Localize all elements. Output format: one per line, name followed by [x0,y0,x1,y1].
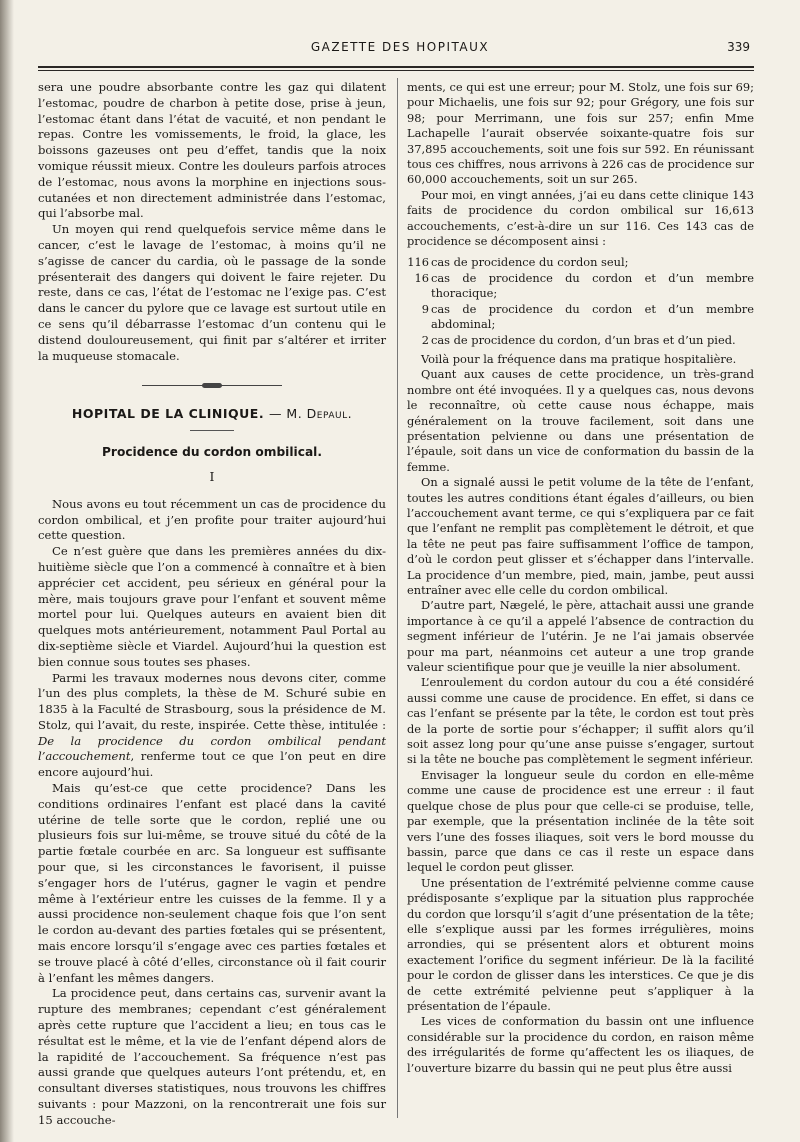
paragraph: Voilà pour la fréquence dans ma pratique hospitalière. [421,351,737,366]
paragraph: On a signalé aussi le petit volume de la tête de l’enfant, toutes les autres conditions étant égales d’ailleurs, ou bien l’accouchement avant terme, ce qui s’expliquera par ce fait que l’enfant ne remplit pas complètement le détroit, et que la tête ne peut pas faire suffisamment l’office de tampon, d’où le cordon peut glisser et s’échapper dans l’intervalle. La procidence d’un membre, pied, main, jambe, peut aussi entraîner avec elle celle du cordon ombilical. [407,475,754,597]
right-column [407,80,754,1076]
statistics-list [407,255,754,347]
page-number: 339 [727,40,750,54]
list-item [407,333,754,348]
paragraph: La procidence peut, dans certains cas, survenir avant la rupture des membranes; cependant c’est généralement après cette rupture que l’accident a lieu; en tous cas le résultat est le même, et la vie de l’enfant dépend alors de la rapidité de l’accouchement. Sa fréquence n’est pas aussi grande que quelques auteurs l’ont prétendu, et, en consultant diverses statistiques, nous trouvons les chiffres suivants : pour Mazzoni, on la rencontrerait une fois sur 15 accouche- [38,986,386,1127]
paragraph: Mais qu’est-ce que cette procidence? Dans les conditions ordinaires l’enfant est placé dans la cavité utérine de telle sorte que le cordon, replié une ou plusieurs fois sur lui-même, se trouve situé du côté de la partie fœtale courbée en arc. Sa longueur est suffisante pour que, si les circonstances le favorisent, il puisse s’engager hors de l’utérus, gagner le vagin et pendre même à l’extérieur entre les cuisses de la femme. Il y a aussi procidence non-seulement chaque fois que l’on sent le cordon au-devant des parties fœtales qui se présentent, mais encore lorsqu’il s’engage avec ces parties fœtales et se trouve placé à côté d’elles, circonstance où il fait courir à l’enfant les mêmes dangers. [38,781,386,985]
article-subtitle: Procidence du cordon ombilical. [102,445,322,460]
section-ornament-divider [142,382,282,390]
list-item [407,271,754,302]
paragraph [38,671,386,782]
paragraph: Un moyen qui rend quelquefois service même dans le cancer, c’est le lavage de l’estomac, à moins qu’il ne s’agisse de cancer du cardia, où le passage de la sonde présenterait des dangers qui doivent le faire rejeter. Du reste, dans ce cas, l’état de l’estomac ne l’exige pas. C’est dans le cancer du pylore que ce lavage est surtout utile en ce sens qu’il débarrasse l’estomac d’un contenu qui le distend douloureusement, qui finit par s’altérer et irriter la muqueuse stomacale. [38,222,386,363]
paragraph: D’autre part, Nægelé, le père, attachait aussi une grande importance à ce qu’il a appelé l’absence de contraction du segment inférieur de l’utérin. Je ne l’ai jamais observée pour ma part, néanmoins cet auteur a une trop grande valeur scientifique pour que je veuille la nier absolument. [407,598,754,675]
part-number: I [209,468,215,484]
list-item-count: 16 [414,270,429,285]
page-header [40,40,760,62]
page-edge-shadow [0,0,14,1142]
paragraph: Quant aux causes de cette procidence, un très-grand nombre ont été invoquées. Il y a quelques cas, nous devons le reconnaître, où cette cause nous échappe, mais généralement on la trouve facilement, soit dans une présentation pelvienne ou dans une présentation de l’épaule, soit dans un vice de conformation du bassin de la femme. [407,367,754,474]
paragraph: Ce n’est guère que dans les premières années du dix-huitième siècle que l’on a commencé à connaître et à bien apprécier cet accident, peu sérieux en général pour la mère, mais toujours grave pour l’enfant et souvent même mortel pour lui. Quelques auteurs en avaient bien dit quelques mots antérieurement, notamment Paul Portal au dix-septième siècle et Viardel. Aujourd’hui la question est bien connue sous toutes ses phases. [38,544,386,669]
column-divider [397,78,398,1118]
list-item [407,302,754,333]
paragraph: Une présentation de l’extrémité pelvienne comme cause prédisposante s’explique par la situation plus rapprochée du cordon que lorsqu’il s’agit d’une présentation de la tête; elle s’explique aussi par les formes irrégulières, moins arrondies, qui se présentent alors et obturent moins exactement l’orifice du segment inférieur. De là la facilité pour le cordon de glisser dans les interstices. Ce que je dis de cette extrémité pelvienne peut s’appliquer à la présentation de l’épaule. [407,875,754,1013]
thesis-title: De la procidence du cordon ombilical pendant l’accouchement [38,733,386,764]
list-item-count: 116 [407,255,429,270]
paragraph: Les vices de conformation du bassin ont une influence considérable sur la procidence du cordon, en raison même des irrégularités de forme qu’affectent les os iliaques, de l’ouverture bizarre du bassin qui ne peut plus être aussi [407,1014,754,1075]
section-title: HOPITAL DE LA CLINIQUE. [71,406,265,422]
text-run: , renferme tout ce que l’on peut en dire encore aujourd’hui. [38,749,386,780]
paragraph: Nous avons eu tout récemment un cas de procidence du cordon ombilical, et j’en profite pour traiter aujourd’hui cette question. [38,496,386,543]
paragraph: L’enroulement du cordon autour du cou a été considéré aussi comme une cause de procidence. En effet, si dans ce cas l’enfant se présente par la tête, le cordon est tout près de la porte de sortie pour s’échapper; il suffit alors qu’il soit assez long pour qu’une anse puisse s’engager, surtout si la tête ne bouche pas complètement le segment inférieur. [407,675,754,767]
left-column [38,80,386,1129]
text-run: Parmi les travaux modernes nous devons citer, comme l’un des plus complets, la thèse de M. Schuré subie en 1835 à la Faculté de Strasbourg, sous la présidence de M. Stolz, qui l’avait, du reste, inspirée. Cette thèse, intitulée : [38,670,386,732]
section-author: — M. Depaul. [268,406,353,422]
list-item-count: 2 [421,332,429,347]
section-heading [38,406,386,422]
paragraph: sera une poudre absorbante contre les gaz qui dilatent l’estomac, poudre de charbon à petite dose, prise à jeun, l’estomac étant dans l’état de vacuité, et non pendant le repas. Contre les vomissements, le froid, la glace, les boissons gazeuses ont peu d’effet, tandis que la noix vomique réussit mieux. Contre les douleurs parfois atroces de l’estomac, nous avons la morphine en injections sous-cutanées et non directement administrée dans l’estomac, qui l’absorbe mal. [38,80,386,221]
paragraph: Pour moi, en vingt années, j’ai eu dans cette clinique 143 faits de procidence du cordon ombilical sur 16,613 accouchements, c’est-à-dire un sur 116. Ces 143 cas de procidence se décomposent ainsi : [407,187,754,249]
short-rule [190,430,234,431]
list-item-text: cas de procidence du cordon et d’un membre abdominal; [431,301,754,332]
list-item-text: cas de procidence du cordon, d’un bras et d’un pied. [431,332,736,347]
list-item-text: cas de procidence du cordon seul; [431,255,629,270]
list-item-count: 9 [421,301,429,316]
paragraph: Envisager la longueur seule du cordon en elle-même comme une cause de procidence est une erreur : il faut quelque chose de plus pour que celle-ci se produise, telle, par exemple, que la présentation inclinée de la tête soit vers l’une des fosses iliaques, soit vers le bord mousse du bassin, parce que dans ce cas il reste un espace dans lequel le cordon peut glisser. [407,767,754,875]
paragraph: ments, ce qui est une erreur; pour M. Stolz, une fois sur 69; pour Michaelis, une fois sur 92; pour Grégory, une fois sur 98; pour Merrimann, une fois sur 257; enfin Mme Lachapelle l’aurait observée soixante-quatre fois sur 37,895 accouchements, soit une fois sur 592. En réunissant tous ces chiffres, nous arrivons à 226 cas de procidence sur 60,000 accouchements, soit un sur 265. [407,80,754,187]
list-item-text: cas de procidence du cordon et d’un membre thoracique; [431,270,754,301]
header-rule-thick [38,66,754,68]
list-item [407,255,754,270]
journal-title: GAZETTE DES HOPITAUX [310,40,490,54]
header-rule-thin [38,70,754,71]
